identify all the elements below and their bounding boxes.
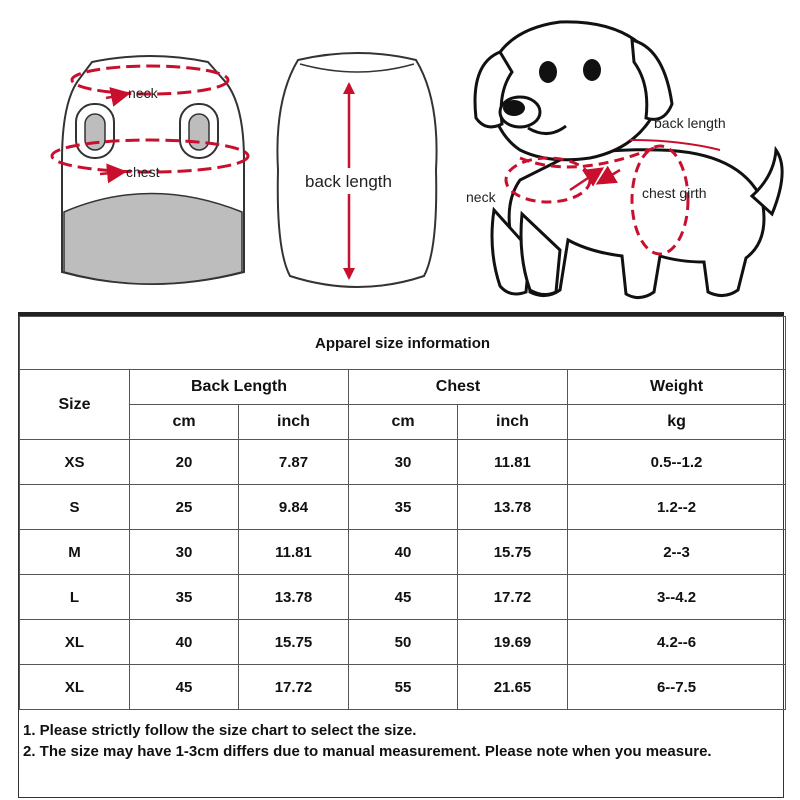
- back-inch-cell: 15.75: [239, 620, 349, 665]
- table-row: [20, 530, 786, 575]
- weight-cell: 2--3: [568, 530, 786, 575]
- unit-header: inch: [458, 405, 568, 440]
- back-cm-cell: 25: [130, 485, 239, 530]
- table-row: [20, 485, 786, 530]
- chest-inch-cell: 19.69: [458, 620, 568, 665]
- chest-cm-cell: 35: [349, 485, 458, 530]
- table-row: [20, 620, 786, 665]
- weight-cell: 0.5--1.2: [568, 440, 786, 485]
- size-cell: M: [20, 530, 130, 575]
- size-cell: XL: [20, 620, 130, 665]
- chest-header: Chest: [349, 370, 568, 405]
- chest-inch-cell: 17.72: [458, 575, 568, 620]
- chest-cm-cell: 45: [349, 575, 458, 620]
- back-length-header: Back Length: [130, 370, 349, 405]
- back-inch-cell: 11.81: [239, 530, 349, 575]
- front-neck-label: neck: [128, 85, 158, 101]
- back-inch-cell: 17.72: [239, 665, 349, 710]
- chest-cm-cell: 40: [349, 530, 458, 575]
- illustration-canvas: [0, 0, 800, 316]
- weight-cell: 6--7.5: [568, 665, 786, 710]
- weight-cell: 1.2--2: [568, 485, 786, 530]
- chest-inch-cell: 13.78: [458, 485, 568, 530]
- size-table: [19, 316, 786, 710]
- back-cm-cell: 35: [130, 575, 239, 620]
- back-cm-cell: 45: [130, 665, 239, 710]
- chest-inch-cell: 11.81: [458, 440, 568, 485]
- note-2: 2. The size may have 1-3cm differs due to manual measurement. Please note when you measure.: [23, 743, 712, 760]
- chest-inch-cell: 21.65: [458, 665, 568, 710]
- size-cell: S: [20, 485, 130, 530]
- chest-inch-cell: 15.75: [458, 530, 568, 575]
- size-cell: L: [20, 575, 130, 620]
- note-1: 1. Please strictly follow the size chart to select the size.: [23, 722, 417, 739]
- back-inch-cell: 13.78: [239, 575, 349, 620]
- vest-front-view: [52, 56, 248, 284]
- unit-header: kg: [568, 405, 786, 440]
- table-title: Apparel size information: [20, 317, 786, 370]
- dog-chest-girth-label: chest girth: [642, 185, 707, 201]
- chest-cm-cell: 50: [349, 620, 458, 665]
- weight-header: Weight: [568, 370, 786, 405]
- size-notes: [19, 714, 783, 762]
- size-header: Size: [20, 370, 130, 440]
- back-inch-cell: 7.87: [239, 440, 349, 485]
- chest-cm-cell: 30: [349, 440, 458, 485]
- chest-cm-cell: 55: [349, 665, 458, 710]
- unit-header: inch: [239, 405, 349, 440]
- measurement-illustrations: [0, 0, 800, 316]
- size-cell: XS: [20, 440, 130, 485]
- size-chart: [18, 316, 784, 798]
- table-row: [20, 440, 786, 485]
- vest-back-view: [277, 53, 436, 287]
- unit-header: cm: [349, 405, 458, 440]
- weight-cell: 3--4.2: [568, 575, 786, 620]
- back-view-length-label: back length: [305, 172, 392, 191]
- table-row: [20, 575, 786, 620]
- weight-cell: 4.2--6: [568, 620, 786, 665]
- dog-neck-label: neck: [466, 189, 496, 205]
- back-cm-cell: 20: [130, 440, 239, 485]
- back-cm-cell: 40: [130, 620, 239, 665]
- unit-header: cm: [130, 405, 239, 440]
- dog-back-length-label: back length: [654, 115, 726, 131]
- back-inch-cell: 9.84: [239, 485, 349, 530]
- back-cm-cell: 30: [130, 530, 239, 575]
- table-row: [20, 665, 786, 710]
- size-cell: XL: [20, 665, 130, 710]
- front-chest-label: chest: [126, 164, 160, 180]
